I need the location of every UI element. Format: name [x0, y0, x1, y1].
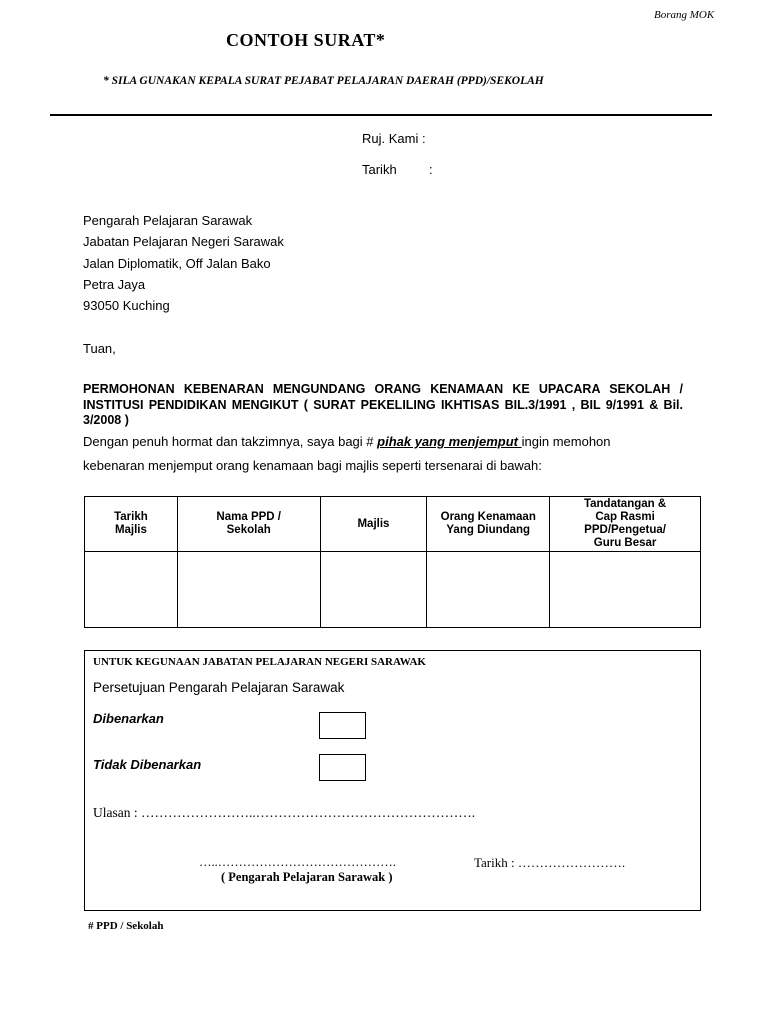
body-paragraph-line2: kebenaran menjemput orang kenamaan bagi majlis seperti tersenarai di bawah: — [83, 458, 542, 473]
letterhead-note: * SILA GUNAKAN KEPALA SURAT PEJABAT PELAJARAN DAERAH (PPD)/SEKOLAH — [103, 75, 544, 87]
address-line: Pengarah Pelajaran Sarawak — [83, 213, 253, 228]
address-line: Petra Jaya — [83, 277, 146, 292]
address-line: 93050 Kuching — [83, 298, 170, 313]
table-cell-empty[interactable] — [550, 552, 701, 628]
letter-date-label: Tarikh — [362, 162, 397, 177]
address-line: Jalan Diplomatik, Off Jalan Bako — [83, 256, 271, 271]
column-header: Nama PPD / Sekolah — [177, 497, 320, 552]
signatory-label: ( Pengarah Pelajaran Sarawak ) — [221, 870, 393, 884]
table-row — [85, 552, 701, 628]
footnote: # PPD / Sekolah — [88, 920, 164, 932]
page-title: CONTOH SURAT* — [226, 30, 386, 50]
approval-label: Persetujuan Pengarah Pelajaran Sarawak — [93, 680, 345, 695]
column-header: Majlis — [320, 497, 427, 552]
signature-line[interactable]: …..……………………………………. — [199, 855, 396, 869]
office-use-heading: UNTUK KEGUNAAN JABATAN PELAJARAN NEGERI SARAWAK — [93, 656, 426, 668]
table-cell-empty[interactable] — [85, 552, 178, 628]
letter-date-colon: : — [429, 162, 433, 177]
approved-label: Dibenarkan — [93, 711, 164, 726]
body-text: Dengan penuh hormat dan takzimnya, saya bagi # — [83, 434, 378, 449]
body-emphasis: pihak yang menjemput — [377, 434, 522, 449]
header-divider — [50, 114, 712, 116]
reference-number: Ruj. Kami : — [362, 131, 426, 146]
body-text: ingin memohon — [521, 434, 611, 449]
rejected-label: Tidak Dibenarkan — [93, 757, 202, 772]
column-header: Tandatangan & Cap Rasmi PPD/Pengetua/ Guru Besar — [550, 497, 701, 552]
rejected-checkbox[interactable] — [319, 754, 366, 781]
remarks-field[interactable]: Ulasan : ……………………..…………………………………………. — [93, 805, 476, 820]
column-header: Tarikh Majlis — [85, 497, 178, 552]
approval-date-field[interactable]: Tarikh : ……………………. — [474, 855, 626, 870]
table-cell-empty[interactable] — [320, 552, 427, 628]
form-code: Borang MOK — [654, 9, 715, 21]
table-header-row — [85, 497, 701, 552]
letter-subject: PERMOHONAN KEBENARAN MENGUNDANG ORANG KENAMAAN KE UPACARA SEKOLAH / INSTITUSI PENDIDIKAN MENGIKUT ( SURAT PEKELILING IKHTISAS BIL.3/1991 , BIL 9/1991 & Bil. 3/2008 ) — [83, 382, 683, 427]
column-header: Orang Kenamaan Yang Diundang — [427, 497, 550, 552]
address-line: Jabatan Pelajaran Negeri Sarawak — [83, 234, 284, 249]
table-cell-empty[interactable] — [177, 552, 320, 628]
office-use-box — [84, 650, 701, 911]
salutation: Tuan, — [83, 341, 116, 356]
body-paragraph-line1 — [83, 434, 683, 449]
letter-date — [362, 162, 433, 177]
approved-checkbox[interactable] — [319, 712, 366, 739]
table-cell-empty[interactable] — [427, 552, 550, 628]
event-table — [84, 496, 701, 628]
